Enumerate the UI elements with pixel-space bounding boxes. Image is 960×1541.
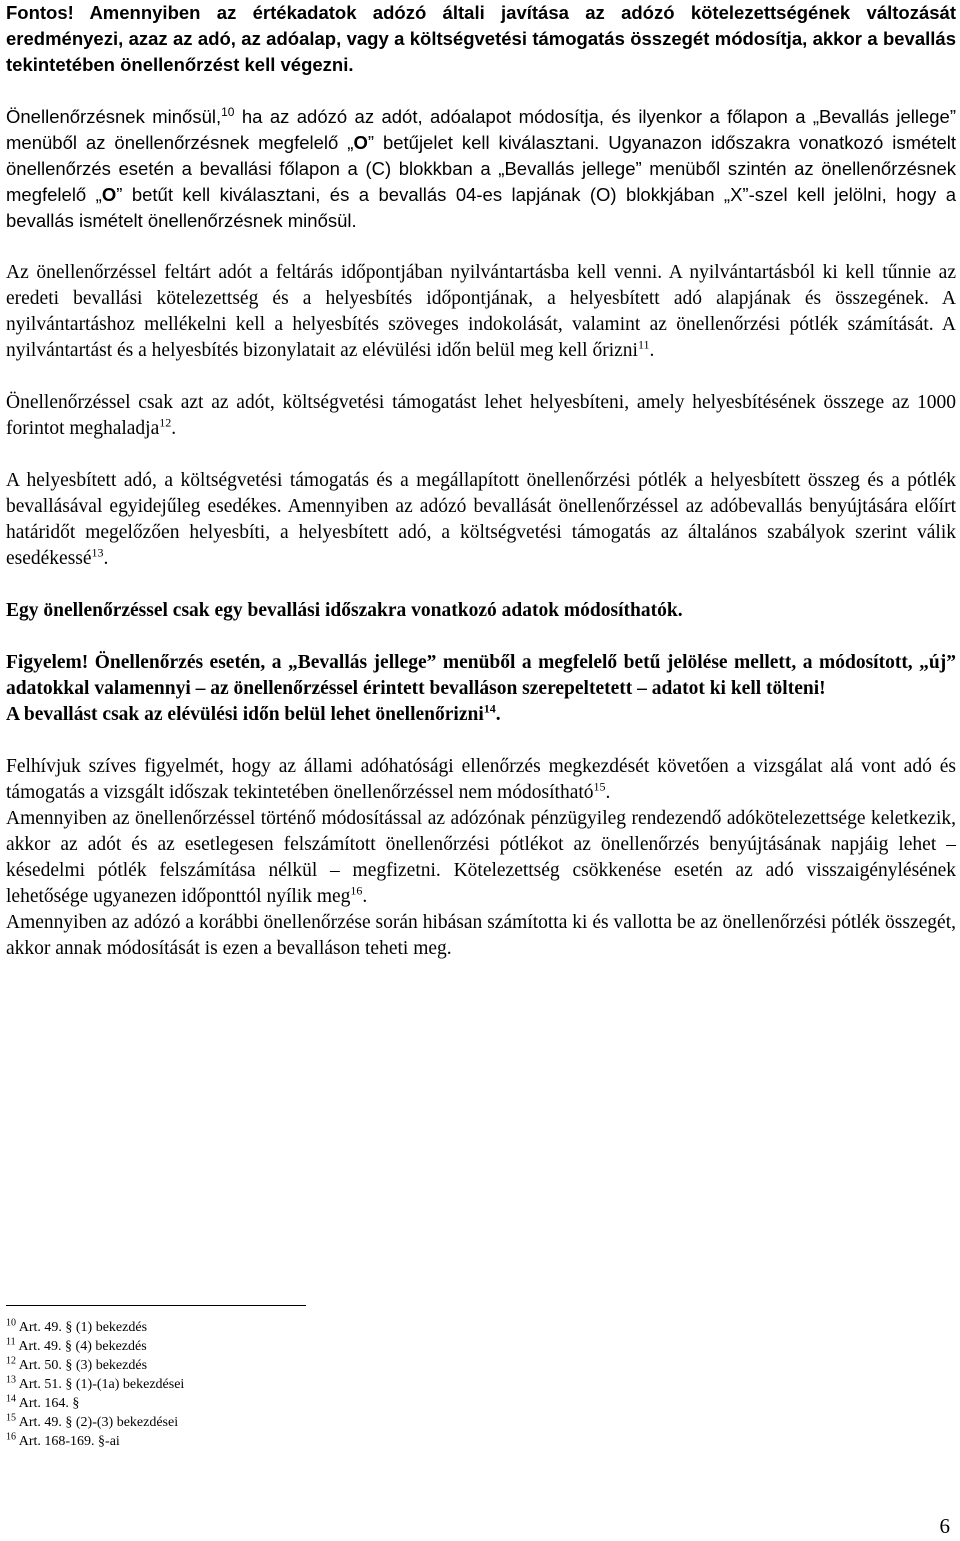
footnote-16 <box>6 1432 184 1451</box>
footnote-separator <box>6 1305 306 1306</box>
p2-text-a: Az önellenőrzéssel feltárt adót a feltárás időpontjában nyilvántartásba kell venni. A nyilvántartásból ki kell tűnnie az eredeti bevallási kötelezettség és a helyesbítés időpontjának, a helyesbített adó alapjának és összegének. A nyilvántartáshoz mellékelni kell a helyesbítés szöveges indokolását, valamint az önellenőrzési pótlék számítását. A nyilvántartást és a helyesbítés bizonylatait az elévülési időn belül meg kell őrizni <box>6 262 956 361</box>
paragraph-figyelem <box>6 650 956 728</box>
p1-letter-o: O <box>353 132 368 153</box>
document-body <box>6 0 956 962</box>
paragraph-potlek-modositas: Amennyiben az adózó a korábbi önellenőrzése során hibásan számította ki és vallotta be az önellenőrzési pótlék összegét, akkor annak módosítását is ezen a bevalláson teheti meg. <box>6 912 956 959</box>
p6-text-c: . <box>495 704 501 725</box>
footnote-text: Art. 164. § <box>16 1396 80 1411</box>
footnote-text: Art. 51. § (1)-(1a) bekezdései <box>16 1377 185 1392</box>
p1-text-b: ha az adózó az adót, adóalapot módosítja, és ilyenkor a főlapon a „Bevallás jellege” menüből az önellenőrzésnek megfelelő „ <box>6 106 956 153</box>
footnote-ref-10: 10 <box>221 104 235 119</box>
footnote-15 <box>6 1413 184 1432</box>
footnote-number: 11 <box>6 1336 16 1348</box>
paragraph-onellenorzes-definition <box>6 104 956 234</box>
page-number: 6 <box>939 1514 950 1538</box>
footnote-ref-16: 16 <box>350 883 363 898</box>
footnote-ref-11: 11 <box>637 337 650 352</box>
paragraph-ellenorzes-megkezdese <box>6 754 956 806</box>
footnote-number: 14 <box>6 1393 16 1405</box>
p7-text-b: . <box>605 782 611 803</box>
fontos-label: Fontos! <box>6 2 74 23</box>
footnote-11 <box>6 1337 184 1356</box>
footnote-ref-15: 15 <box>593 779 606 794</box>
p1-letter-o-2: O <box>101 184 117 205</box>
p3-text-b: . <box>171 418 177 439</box>
footnote-13 <box>6 1375 184 1394</box>
p4-text-b: . <box>103 548 109 569</box>
fontos-paragraph <box>6 0 956 78</box>
footnote-text: Art. 49. § (1) bekezdés <box>16 1320 148 1335</box>
p1-text-a: Önellenőrzésnek minősül, <box>6 106 222 127</box>
footnote-14 <box>6 1394 184 1413</box>
footnote-text: Art. 50. § (3) bekezdés <box>16 1358 148 1373</box>
p6-text-a: Figyelem! Önellenőrzés esetén, a „Bevallás jellege” menüből a megfelelő betű jelölése mellett, a módosított, „új” adatokkal valamennyi – az önellenőrzéssel érintett bevalláson szerepeltetett – adatot ki kell tölteni! <box>6 652 956 699</box>
footnote-10 <box>6 1318 184 1337</box>
footnote-number: 13 <box>6 1374 16 1386</box>
footnote-text: Art. 49. § (2)-(3) bekezdései <box>16 1415 179 1430</box>
footnote-text: Art. 49. § (4) bekezdés <box>15 1339 147 1354</box>
footnote-number: 16 <box>6 1431 16 1443</box>
footnote-ref-12: 12 <box>159 415 172 430</box>
p1-text-d: ” betűt kell kiválasztani, és a bevallás 04-es lapjának (O) blokkjában „X”-szel kell jelölni, hogy a bevallás ismételt önellenőrzésnek minősül. <box>6 184 957 231</box>
footnote-number: 10 <box>6 1317 16 1329</box>
footnote-12 <box>6 1356 184 1375</box>
p6-text-b: A bevallást csak az elévülési időn belül lehet önellenőrizni <box>6 704 484 725</box>
paragraph-egy-idoszak: Egy önellenőrzéssel csak egy bevallási időszakra vonatkozó adatok módosíthatók. <box>6 600 683 621</box>
footnote-ref-14: 14 <box>483 701 496 716</box>
footnote-ref-13: 13 <box>91 545 104 560</box>
footnote-number: 12 <box>6 1355 16 1367</box>
p1-text-c: ” betűjelet kell kiválasztani. Ugyanazon időszakra vonatkozó ismételt önellenőrzés esetén a bevallási főlapon a (C) blokkban a „Bevallás jellege” menüből szintén az önellenőrzésnek megfelelő „ <box>6 132 956 205</box>
p2-text-b: . <box>649 340 655 361</box>
p8-text-a: Amennyiben az önellenőrzéssel történő módosítással az adózónak pénzügyileg rendezendő adókötelezettsége keletkezik, akkor az adót és az esetlegesen felszámított önellenőrzési pótlékot az önellenőrzés benyújtásának napjáig lehet – késedelmi pótlék felszámítása nélkül – megfizetni. Kötelezettség csökkenése esetén az adó visszaigénylésének lehetősége ugyanezen időponttól nyílik meg <box>6 808 956 907</box>
p8-text-b: . <box>362 886 368 907</box>
footnote-text: Art. 168-169. §-ai <box>16 1434 120 1449</box>
paragraph-helyesbites-osszeg <box>6 390 956 442</box>
paragraph-esedekesseg <box>6 468 956 572</box>
p4-text-a: A helyesbített adó, a költségvetési támogatás és a megállapított önellenőrzési pótlék a helyesbített összeg és a pótlék bevallásával egyidejűleg esedékes. Amennyiben az adózó bevallását önellenőrzéssel az adóbevallás benyújtására előírt határidőt megelőzően helyesbíti, a helyesbített adó, a költségvetési támogatás az általános szabályok szerint válik esedékessé <box>6 470 956 569</box>
footnotes <box>6 1318 184 1451</box>
footnote-number: 15 <box>6 1412 16 1424</box>
p7-text-a: Felhívjuk szíves figyelmét, hogy az állami adóhatósági ellenőrzés megkezdését követően a vizsgálat alá vont adó és támogatás a vizsgált időszak tekintetében önellenőrzéssel nem módosítható <box>6 756 956 803</box>
p3-text-a: Önellenőrzéssel csak azt az adót, költségvetési támogatást lehet helyesbíteni, amely helyesbítésének összege az 1000 forintot meghaladja <box>6 392 956 439</box>
paragraph-megfizetes <box>6 806 956 910</box>
paragraph-nyilvantartas <box>6 260 956 364</box>
fontos-text: Amennyiben az értékadatok adózó általi javítása az adózó kötelezettségének változását eredményezi, azaz az adó, az adóalap, vagy a költségvetési támogatás összegét módosítja, akkor a bevallás tekintetében önellenőrzést kell végezni. <box>6 2 956 75</box>
